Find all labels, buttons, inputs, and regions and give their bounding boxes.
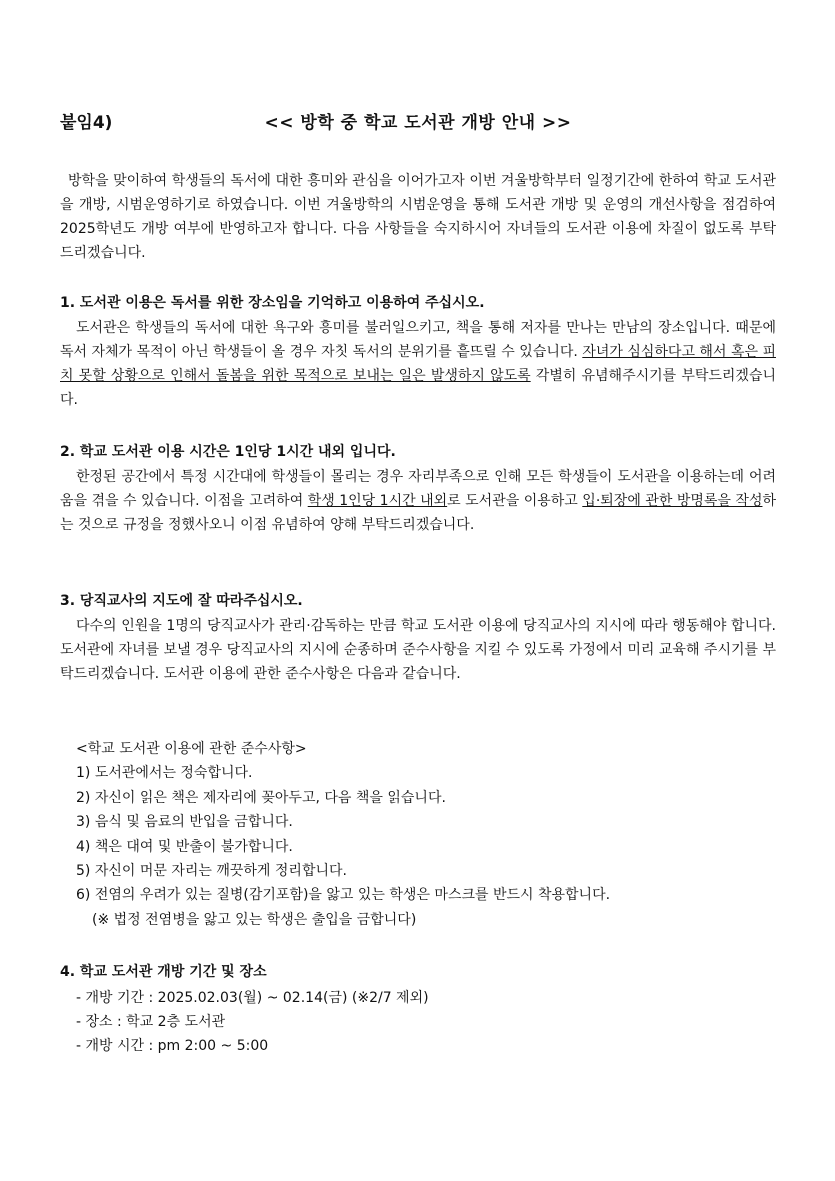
open-period: - 개방 기간 : 2025.02.03(월) ~ 02.14(금) (※2/7 제외) [76,990,429,1006]
rule-item: 5) 자신이 머문 자리는 깨끗하게 정리합니다. [76,863,347,880]
section-1-body [60,316,776,412]
section-4 [60,960,776,1058]
section-2-heading: 2. 학교 도서관 이용 시간은 1인당 1시간 내외 입니다. [60,444,396,460]
attachment-label: 붙임4) [60,113,113,133]
document-title: << 방학 중 학교 도서관 개방 안내 >> [264,113,572,133]
open-location: - 장소 : 학교 2층 도서관 [76,1014,226,1030]
rules-heading: <학교 도서관 이용에 관한 준수사항> [76,741,307,757]
section-1-text-a: 도서관은 학생들의 독서에 대한 욕구와 흥미를 불러일으키고, 책을 통해 저자를 만나는 만남의 장소입니다. 때문에 독서 자체가 목적이 아닌 학생들이 올 경우 자칫 독서의 분위기를 흩뜨릴 수 있습니다. [60,320,776,360]
section-4-heading: 4. 학교 도서관 개방 기간 및 장소 [60,964,267,980]
section-1 [60,292,776,412]
section-1-heading: 1. 도서관 이용은 독서를 위한 장소임을 기억하고 이용하여 주십시오. [60,295,485,311]
intro-text: 방학을 맞이하여 학생들의 독서에 대한 흥미와 관심을 이어가고자 이번 겨울방학부터 일정기간에 한하여 학교 도서관을 개방, 시범운영하기로 하였습니다. 이번 겨울방학의 시범운영을 통해 도서관 개방 및 운영의 개선사항을 점검하여 2025학년도 개방 여부에 반영하고자 합니다. 다음 사항들을 숙지하시어 자녀들의 도서관 이용에 차질이 없도록 부탁드리겠습니다. [60,173,776,261]
intro-paragraph [60,169,776,265]
section-1-underline: 자녀가 심심하다고 해서 혹은 피치 못할 상황으로 인해서 돌봄을 위한 목적으로 보내는 일은 발생하지 않도록 [60,344,776,384]
section-3-text: 다수의 인원을 1명의 당직교사가 관리·감독하는 만큼 학교 도서관 이용에 당직교사의 지시에 따라 행동해야 합니다. 도서관에 자녀를 보낼 경우 당직교사의 지시에 순종하며 준수사항을 지킬 수 있도록 가정에서 미리 교육해 주시기를 부탁드리겠습니다. 도서관 이용에 관한 준수사항은 다음과 같습니다. [60,618,776,682]
section-3 [60,590,776,686]
section-2-underline-a: 학생 1인당 1시간 내외 [307,493,448,509]
open-hours: - 개방 시간 : pm 2:00 ~ 5:00 [76,1038,269,1054]
section-2-text-b: 로 도서관을 이용하고 [447,493,583,509]
rule-item: 3) 음식 및 음료의 반입을 금합니다. [76,814,293,831]
title-row [60,108,776,138]
rule-item: 1) 도서관에서는 정숙합니다. [76,765,253,782]
section-2-body [60,465,776,537]
section-2-underline-b: 입·퇴장에 관한 방명록을 작성 [582,493,763,509]
section-1-text-b: 각별히 유념해주시기를 부탁드리겠습니다. [60,368,776,408]
section-2-text-c: 하는 것으로 규정을 정했사오니 이점 유념하여 양해 부탁드리겠습니다. [60,493,776,533]
rules-list [60,737,776,932]
section-2 [60,441,776,537]
section-3-body [60,614,776,686]
rule-item: 2) 자신이 읽은 책은 제자리에 꽂아두고, 다음 책을 읽습니다. [76,789,446,806]
rule-item: 6) 전염의 우려가 있는 질병(감기포함)을 앓고 있는 학생은 마스크를 반드시 착용합니다. [76,887,611,904]
section-3-heading: 3. 당직교사의 지도에 잘 따라주십시오. [60,593,303,609]
rule-item: 4) 책은 대여 및 반출이 불가합니다. [76,838,293,855]
rules-note: (※ 법정 전염병을 앓고 있는 학생은 출입을 금합니다) [92,911,417,928]
section-2-text-a: 한정된 공간에서 특정 시간대에 학생들이 몰리는 경우 자리부족으로 인해 모든 학생들이 도서관을 이용하는데 어려움을 겪을 수 있습니다. 이점을 고려하여 [60,469,776,509]
